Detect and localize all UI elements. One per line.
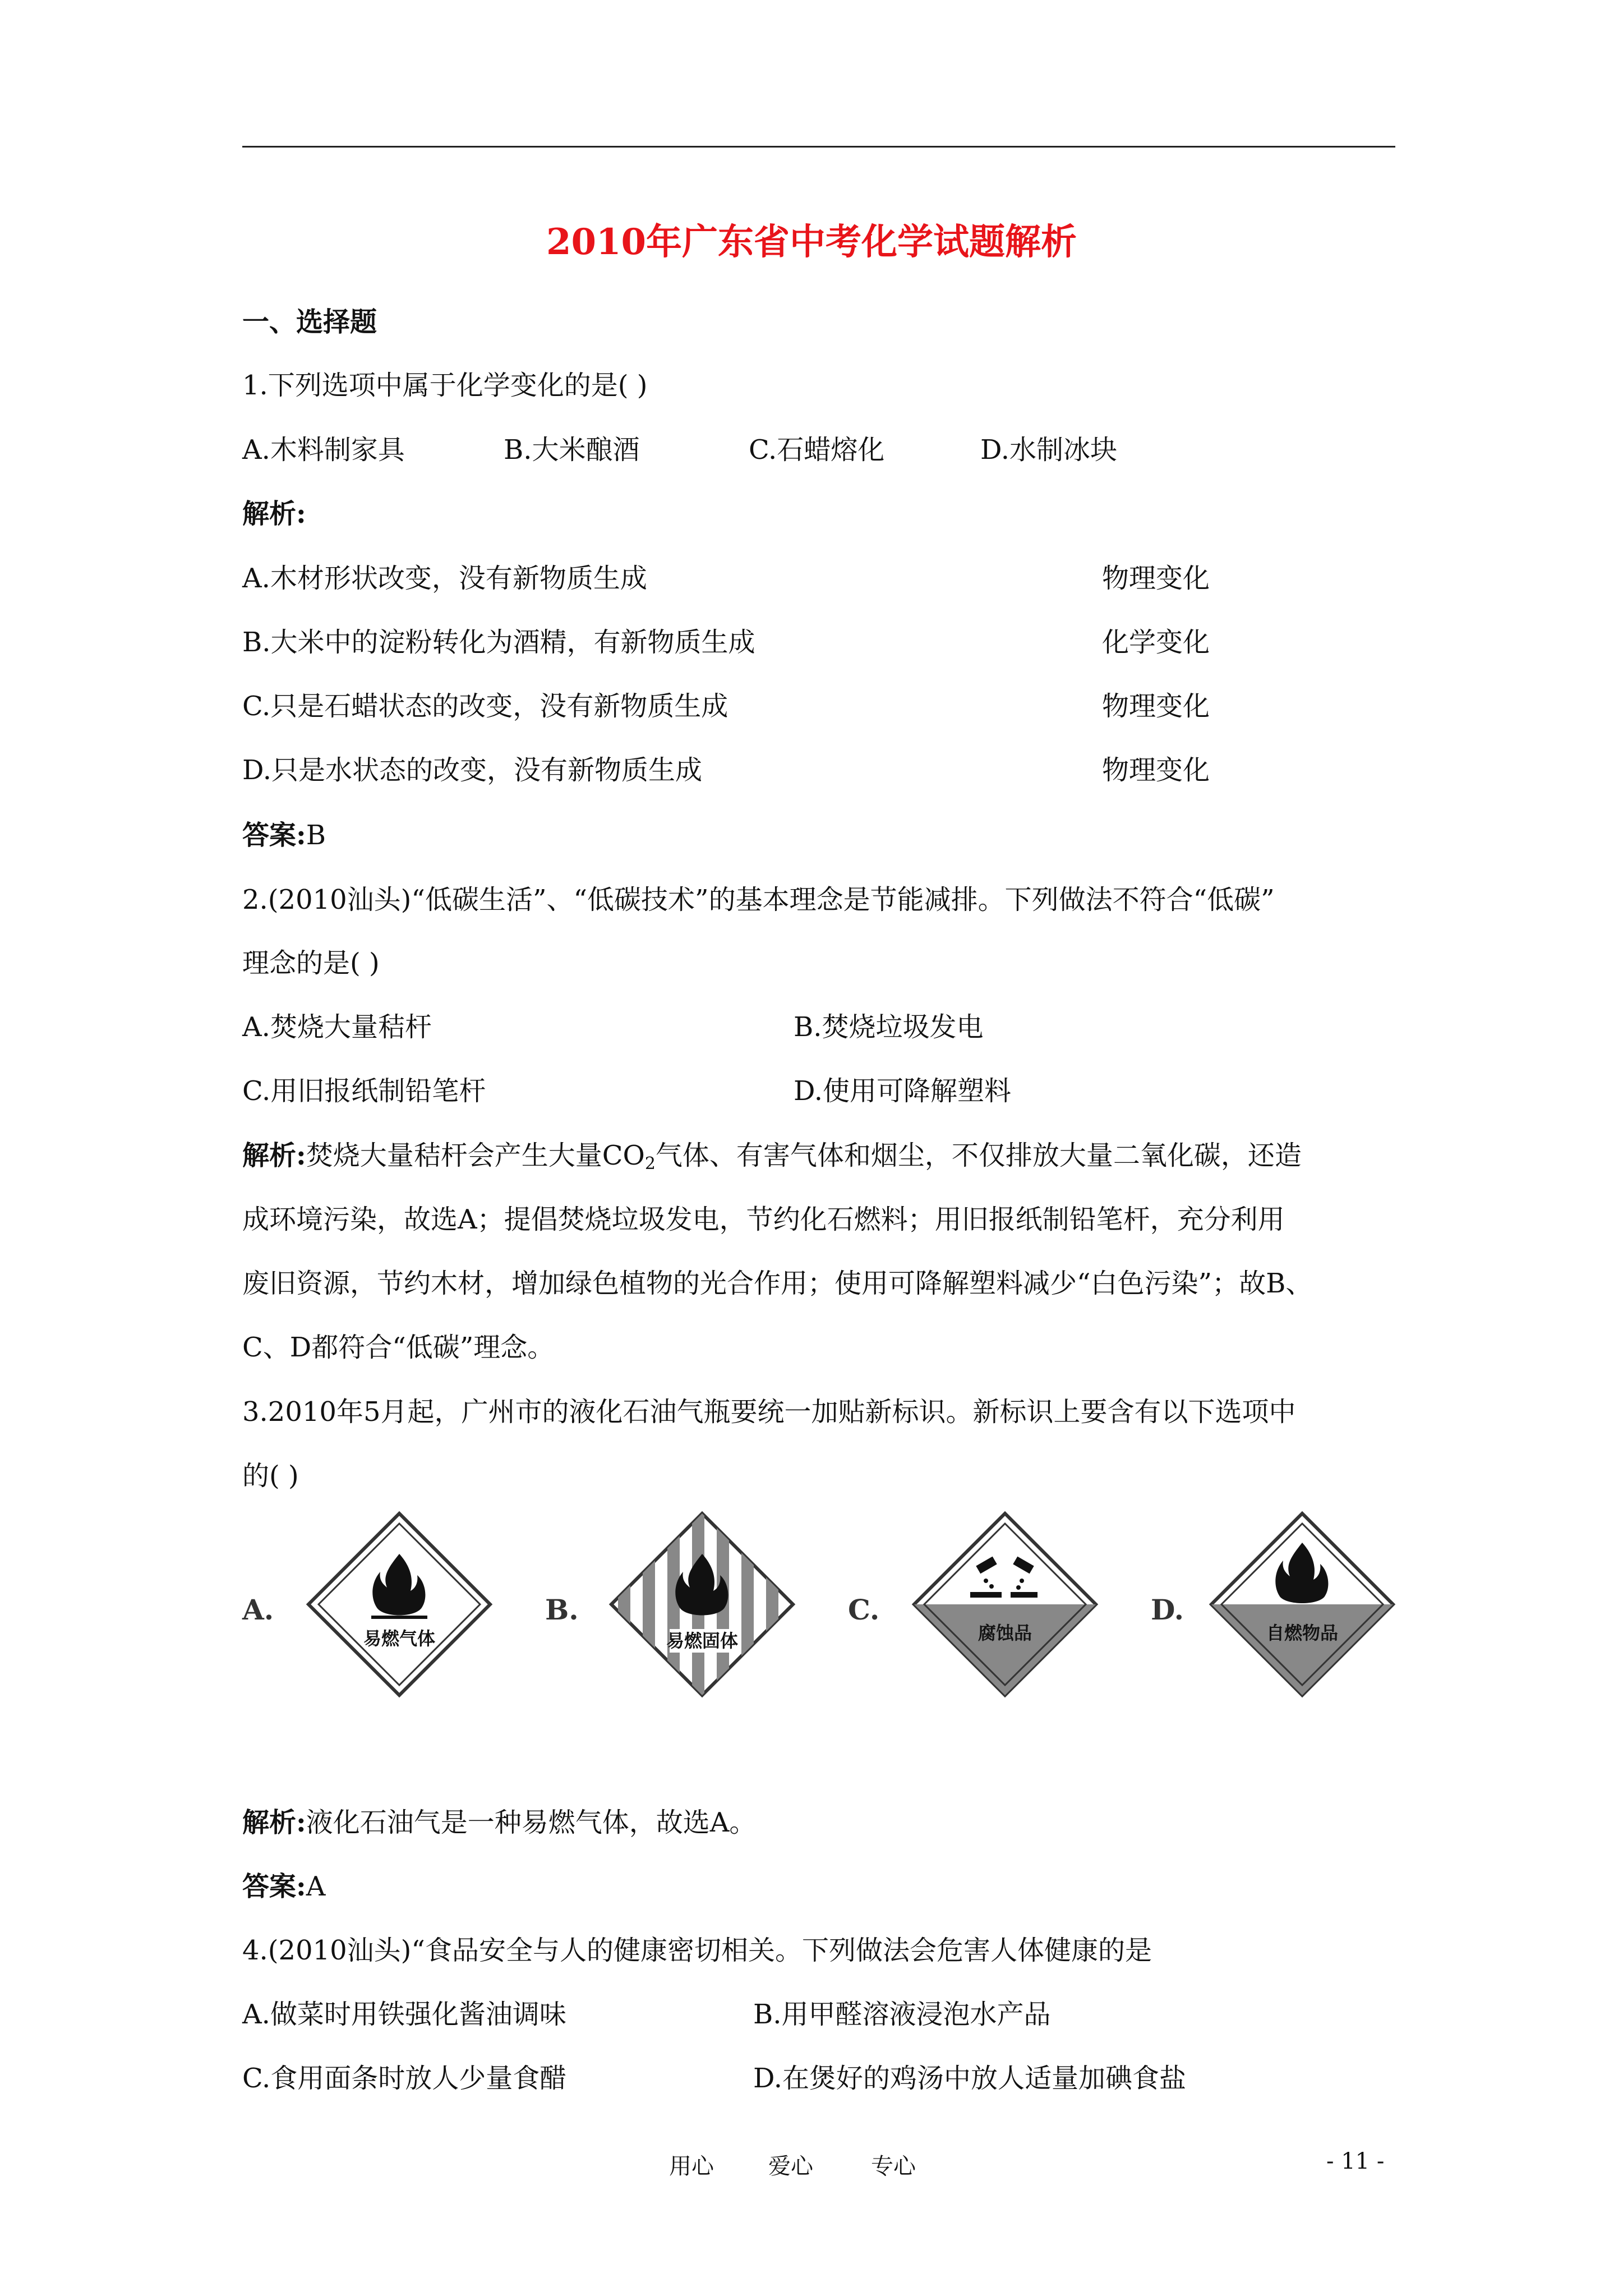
q1-answer <box>242 813 326 852</box>
q1-analysis-row: A.木材形状改变，没有新物质生成 <box>242 563 647 594</box>
sign-c-letter: C. <box>848 1593 880 1626</box>
q4-option-a: A.做菜时用铁强化酱油调味 <box>242 1999 566 2030</box>
q3-stem-cont: 的( ) <box>242 1460 299 1492</box>
q4-option-c: C.食用面条时放人少量食醋 <box>242 2063 567 2094</box>
answer-label: 答案: <box>242 1871 306 1902</box>
answer-label: 答案: <box>242 820 306 851</box>
footer-motto-3: 专心 <box>871 2154 916 2179</box>
q3-answer <box>242 1865 325 1903</box>
q2-option-b: B.焚烧垃圾发电 <box>794 1011 984 1043</box>
q1-analysis-row: D.只是水状态的改变，没有新物质生成 <box>242 754 703 786</box>
answer-value: A <box>306 1871 326 1902</box>
sign-a-letter: A. <box>242 1593 274 1626</box>
analysis-text: 气体、有害气体和烟尘，不仅排放大量二氧化碳，还造 <box>655 1140 1302 1171</box>
q1-option-a: A.木料制家具 <box>242 434 405 466</box>
q2-option-a: A.焚烧大量秸杆 <box>242 1011 432 1043</box>
footer-motto-1: 用心 <box>669 2154 714 2179</box>
q2-analysis-line: 废旧资源，节约木材，增加绿色植物的光合作用；使用可降解塑料减少“白色污染”；故B、 <box>242 1268 1313 1299</box>
sign-caption: 腐蚀品 <box>978 1622 1032 1644</box>
analysis-text: 焚烧大量秸杆会产生大量CO <box>306 1140 645 1171</box>
sign-caption: 易燃固体 <box>666 1630 739 1651</box>
sign-caption: 易燃气体 <box>363 1628 436 1649</box>
spontaneously-combustible-sign <box>1207 1509 1398 1700</box>
q1-analysis-result: 化学变化 <box>1102 627 1210 658</box>
analysis-label: 解析: <box>242 1140 306 1171</box>
flammable-solid-sign <box>607 1509 797 1700</box>
q1-analysis-result: 物理变化 <box>1102 563 1210 594</box>
q2-analysis-line: C、D都符合“低碳”理念。 <box>242 1332 555 1363</box>
analysis-label: 解析: <box>242 1807 306 1838</box>
q1-stem: 1.下列选项中属于化学变化的是( ) <box>242 370 648 401</box>
q1-option-d: D.水制冰块 <box>980 434 1118 466</box>
hazard-signs-figure <box>242 1509 1398 1722</box>
header-rule <box>242 146 1395 148</box>
flammable-gas-sign <box>304 1509 495 1700</box>
q3-analysis <box>242 1801 756 1839</box>
q2-option-d: D.使用可降解塑料 <box>794 1075 1012 1107</box>
sign-b-letter: B. <box>545 1593 579 1626</box>
q1-option-b: B.大米酿酒 <box>504 434 640 466</box>
subscript: 2 <box>644 1154 656 1174</box>
q4-option-b: B.用甲醛溶液浸泡水产品 <box>753 1999 1051 2030</box>
q2-stem-cont: 理念的是( ) <box>242 947 380 979</box>
analysis-text: 液化石油气是一种易燃气体，故选A。 <box>306 1807 757 1838</box>
sign-caption: 自燃物品 <box>1266 1622 1339 1644</box>
page-title: 2010年广东省中考化学试题解析 <box>546 221 1077 263</box>
q1-analysis-label: 解析: <box>242 498 306 530</box>
sign-d-letter: D. <box>1151 1593 1184 1626</box>
q1-analysis-result: 物理变化 <box>1102 691 1210 722</box>
q1-analysis-row: C.只是石蜡状态的改变，没有新物质生成 <box>242 691 728 722</box>
q3-stem: 3.2010年5月起，广州市的液化石油气瓶要统一加贴新标识。新标识上要含有以下选项中 <box>242 1396 1296 1428</box>
section-heading: 一、选择题 <box>242 306 377 338</box>
corrosive-sign <box>910 1509 1100 1700</box>
q2-analysis <box>242 1134 1302 1174</box>
q2-option-c: C.用旧报纸制铅笔杆 <box>242 1075 486 1107</box>
q4-option-d: D.在煲好的鸡汤中放人适量加碘食盐 <box>753 2063 1187 2094</box>
q1-analysis-row: B.大米中的淀粉转化为酒精，有新物质生成 <box>242 627 755 658</box>
q1-analysis-result: 物理变化 <box>1102 754 1210 786</box>
answer-value: B <box>306 820 326 851</box>
q1-option-c: C.石蜡熔化 <box>749 434 885 466</box>
q2-analysis-line: 成环境污染，故选A；提倡焚烧垃圾发电，节约化石燃料；用旧报纸制铅笔杆，充分利用 <box>242 1204 1285 1235</box>
q4-stem: 4.(2010汕头)“食品安全与人的健康密切相关。下列做法会危害人体健康的是 <box>242 1935 1152 1966</box>
page-number: - 11 - <box>1326 2148 1385 2174</box>
q2-stem: 2.(2010汕头)“低碳生活”、“低碳技术”的基本理念是节能减排。下列做法不符合“低碳” <box>242 884 1275 915</box>
footer-motto-2: 爱心 <box>768 2154 813 2179</box>
